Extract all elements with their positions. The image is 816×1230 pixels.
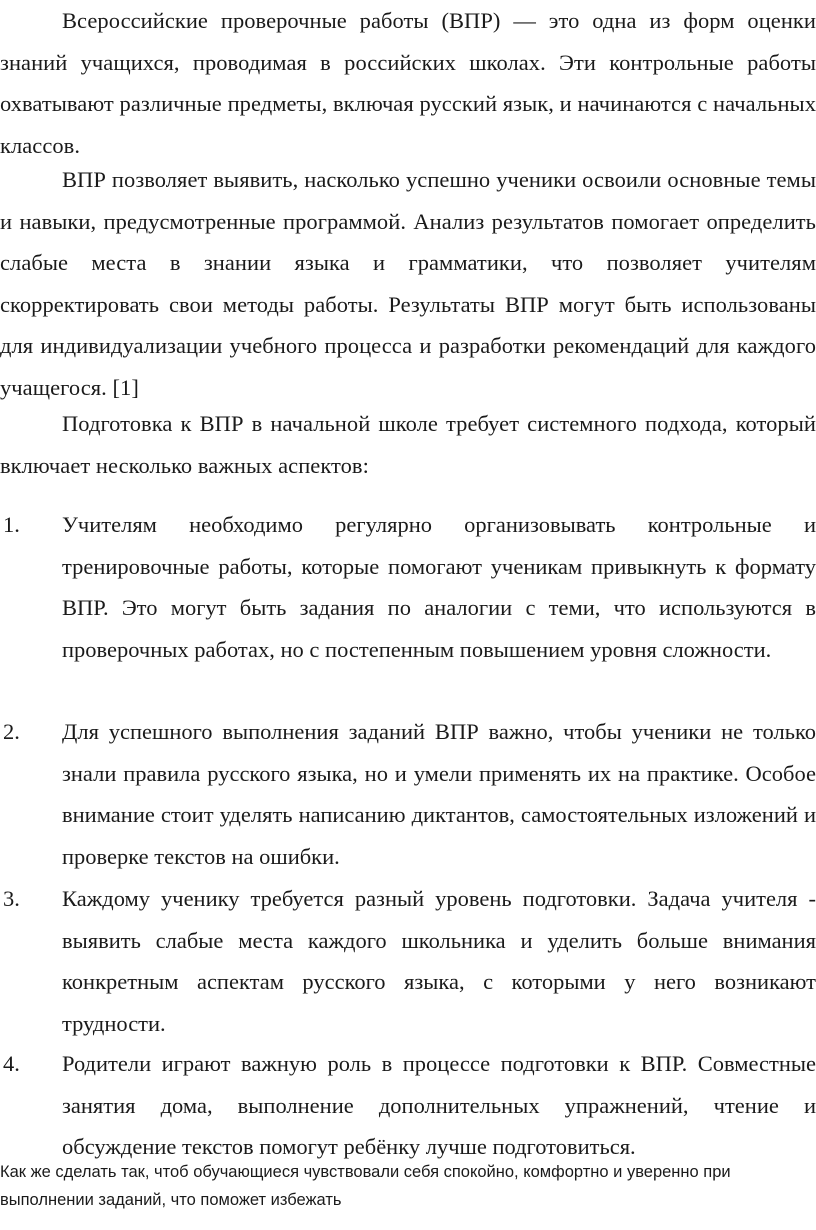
- list-marker: 3.: [3, 886, 20, 911]
- list-marker: 1.: [3, 512, 20, 537]
- paragraph-preparation: Подготовка к ВПР в начальной школе требует системного подхода, который включает несколько важных аспектов:: [0, 411, 816, 478]
- list-item: [0, 504, 816, 711]
- list-marker: 2.: [3, 719, 20, 744]
- list-item-text: Родители играют важную роль в процессе подготовки к ВПР. Совместные занятия дома, выполнение дополнительных упражнений, чтение и обсуждение текстов помогут ребёнку лучше подготовиться.: [62, 1051, 816, 1159]
- closing-paragraph: Как же сделать так, чтоб обучающиеся чувствовали себя спокойно, комфортно и уверенно при выполнении заданий, что поможет избежать: [0, 1163, 731, 1209]
- paragraph-intro: Всероссийские проверочные работы (ВПР) — это одна из форм оценки знаний учащихся, проводимая в российских школах. Эти контрольные работы охватывают различные предметы, включая русский язык, и начинаются с начальных классов.: [0, 8, 816, 158]
- list-item: [0, 1043, 816, 1173]
- list-marker: 4.: [3, 1051, 20, 1076]
- aspects-list: [0, 504, 816, 1173]
- list-item: [0, 711, 816, 878]
- list-item-text: Каждому ученику требуется разный уровень подготовки. Задача учителя - выявить слабые места каждого школьника и уделить больше внимания конкретным аспектам русского языка, с которыми у него возникают трудности.: [62, 886, 816, 1036]
- list-item: [0, 878, 816, 1043]
- list-item-text: Учителям необходимо регулярно организовывать контрольные и тренировочные работы, которые помогают ученикам привыкнуть к формату ВПР. Это могут быть задания по аналогии с теми, что используются в проверочных работах, но с постепенным повышением уровня сложности.: [62, 512, 816, 662]
- list-item-text: Для успешного выполнения заданий ВПР важно, чтобы ученики не только знали правила русского языка, но и умели применять их на практике. Особое внимание стоит уделять написанию диктантов, самостоятельных изложений и проверке текстов на ошибки.: [62, 719, 816, 869]
- paragraph-analysis: ВПР позволяет выявить, насколько успешно ученики освоили основные темы и навыки, предусмотренные программой. Анализ результатов помогает определить слабые места в знании языка и грамматики, что позволяет учителям скорректировать свои методы работы. Результаты ВПР могут быть использованы для индивидуализации учебного процесса и разработки рекомендаций для каждого учащегося. [1]: [0, 167, 816, 400]
